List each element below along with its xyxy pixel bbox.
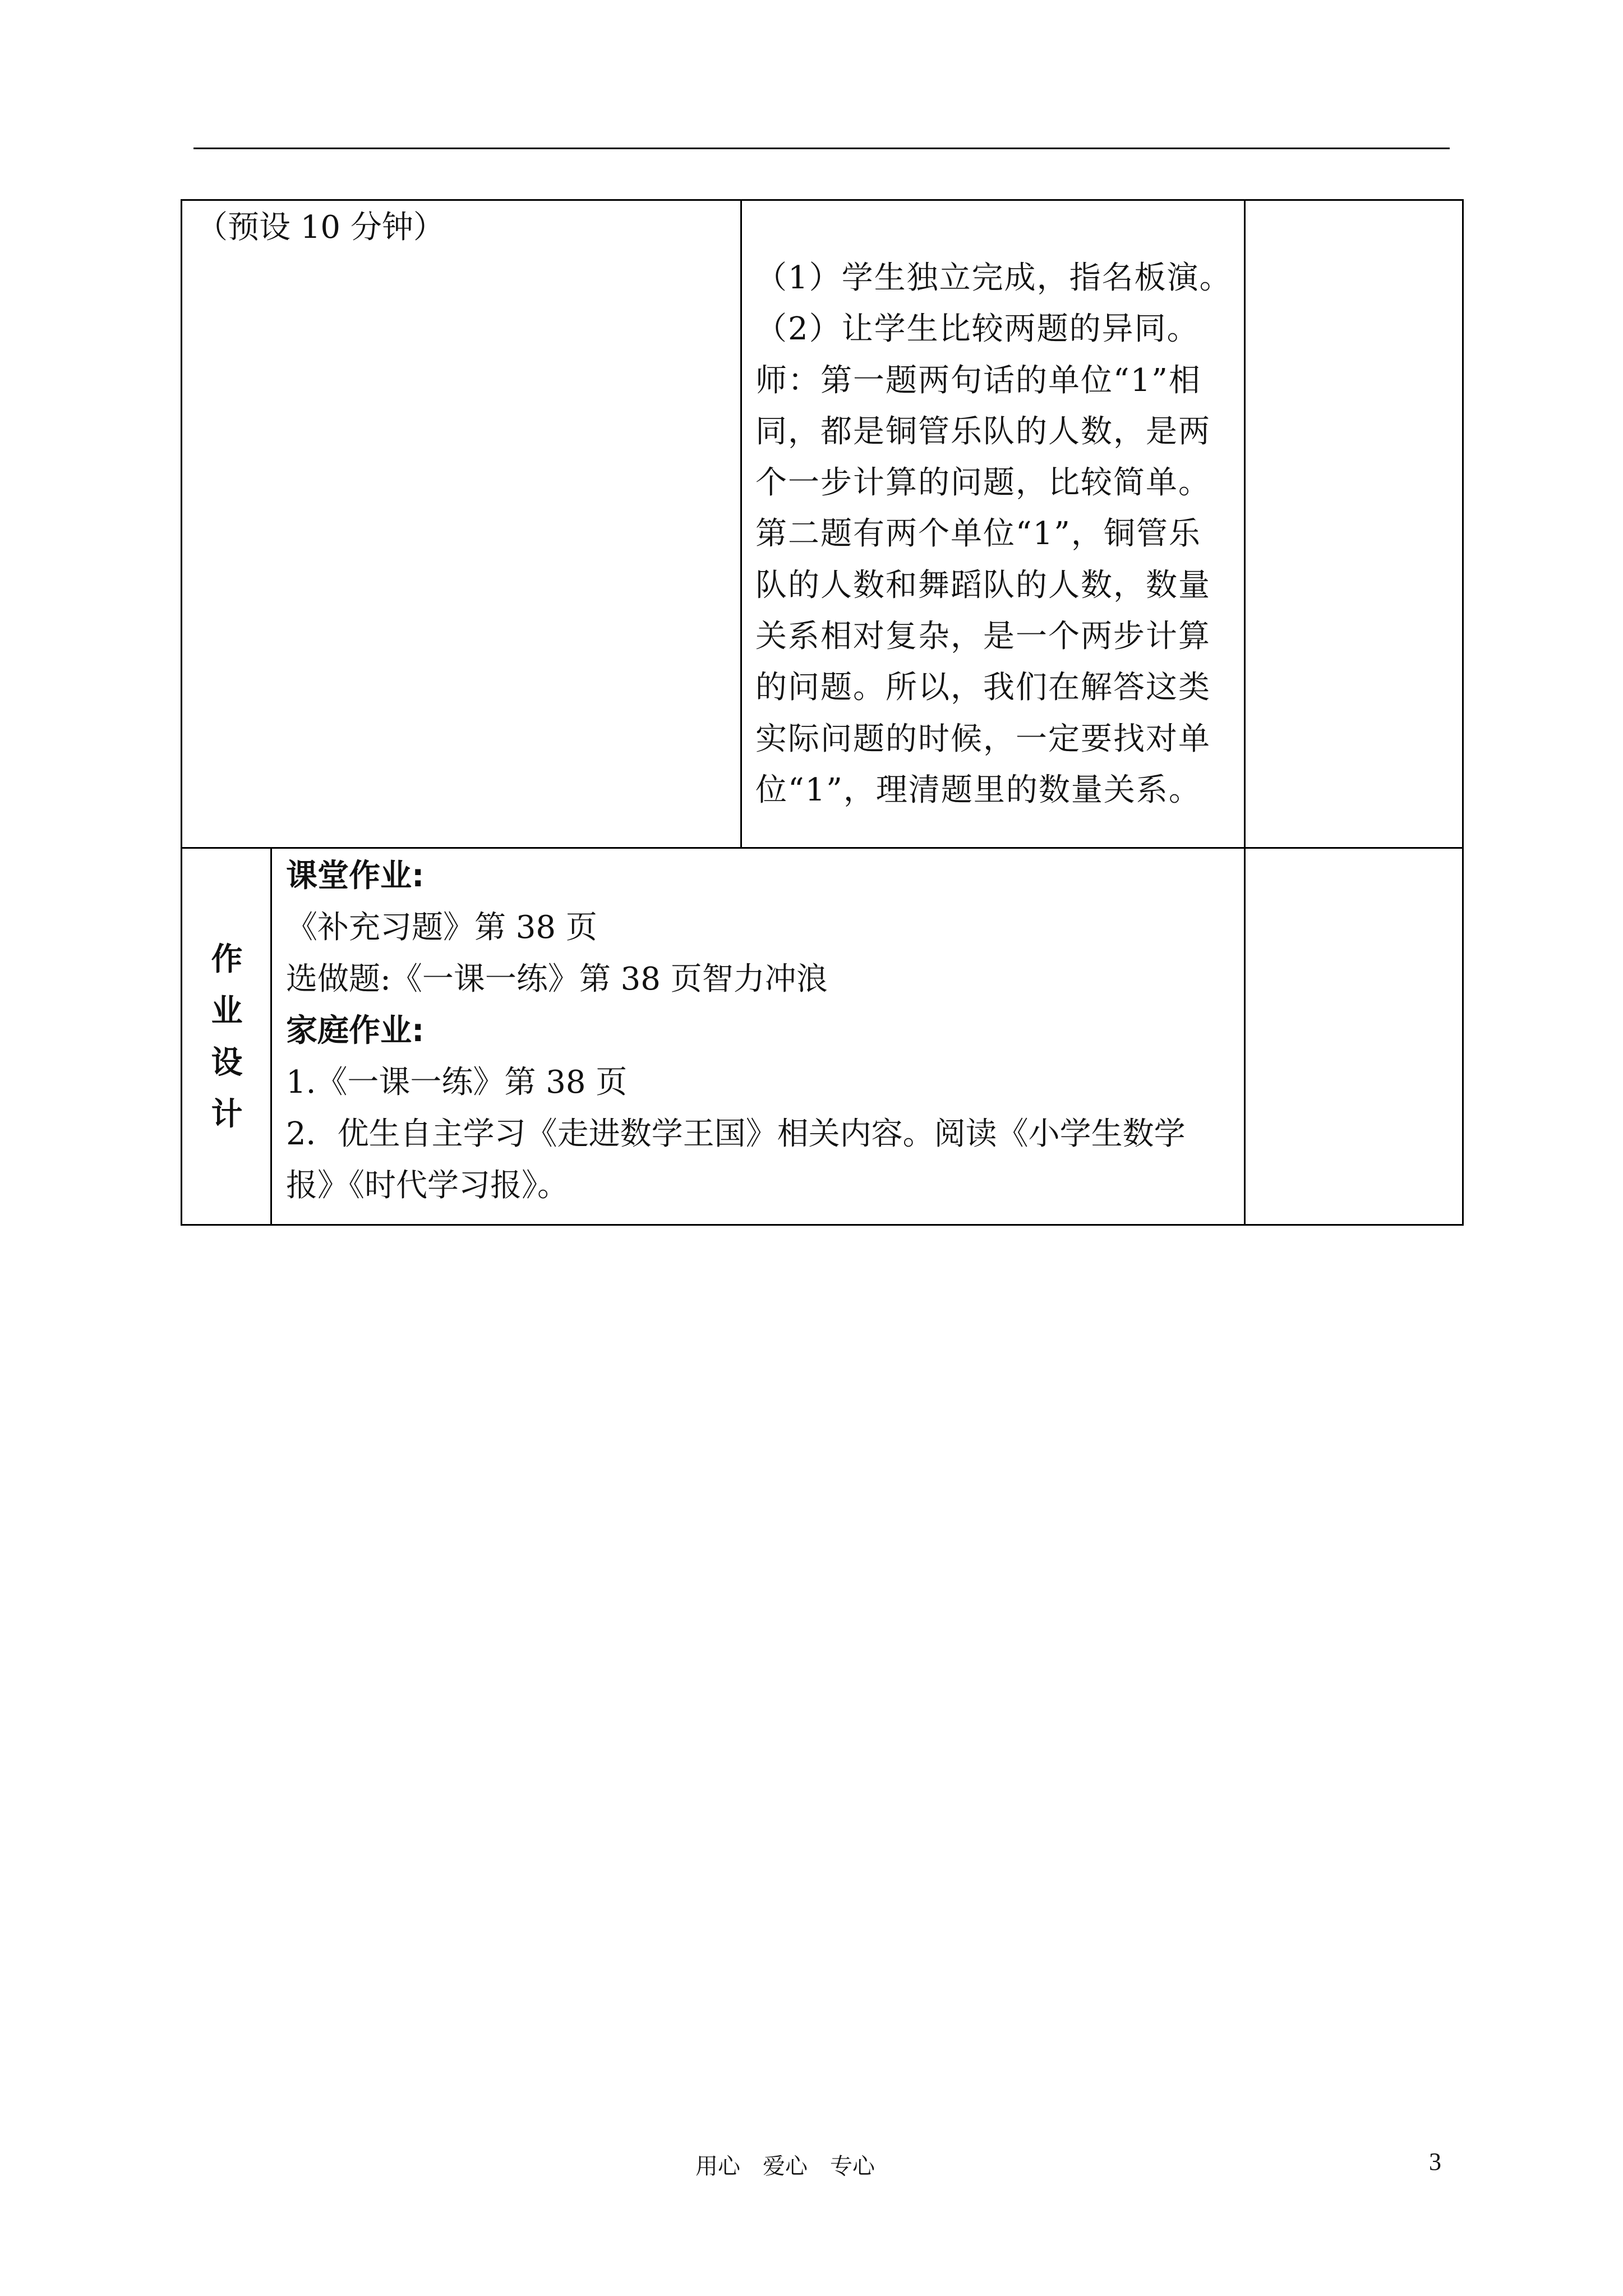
lesson-plan-table [181, 199, 1464, 1226]
preset-time: （预设 10 分钟） [196, 209, 445, 246]
home-homework-item: 报》《时代学习报》。 [286, 1167, 569, 1204]
label-char: 作 [211, 941, 243, 978]
label-char: 业 [211, 993, 243, 1029]
home-homework-heading: 家庭作业: [286, 1013, 425, 1049]
teaching-note-line: 同，都是铜管乐队的人数，是两 [755, 413, 1211, 450]
teaching-note-line: 关系相对复杂，是一个两步计算 [755, 618, 1211, 655]
class-homework-item: 选做题:《一课一练》第 38 页智力冲浪 [286, 961, 828, 997]
table-divider-middle [740, 201, 742, 849]
teaching-notes [755, 252, 1255, 816]
teaching-note-line: 实际问题的时候，一定要找对单 [755, 720, 1211, 757]
teaching-note-line: 第二题有两个单位“1”，铜管乐 [755, 516, 1201, 553]
class-homework-heading: 课堂作业: [286, 858, 425, 894]
homework-content [286, 850, 1186, 1212]
homework-design-label [182, 849, 271, 1226]
home-homework-item: 1.《一课一练》第 38 页 [286, 1064, 628, 1101]
teaching-note-line: 个一步计算的问题，比较简单。 [755, 464, 1211, 501]
teaching-note-line: 位“1”，理清题里的数量关系。 [755, 771, 1201, 808]
label-char: 设 [211, 1045, 243, 1081]
page-number: 3 [1429, 2148, 1441, 2175]
table-row-divider [182, 847, 1462, 849]
teaching-note-line: 师：第一题两句话的单位“1”相 [755, 362, 1201, 399]
label-char: 计 [211, 1096, 243, 1133]
teaching-note-line: 队的人数和舞蹈队的人数，数量 [755, 567, 1211, 604]
footer-motto: 用心 爱心 专心 [695, 2154, 875, 2179]
teaching-note-line: 的问题。所以，我们在解答这类 [755, 669, 1211, 706]
home-homework-item: 2．优生自主学习《走进数学王国》相关内容。阅读《小学生数学 [286, 1116, 1186, 1152]
class-homework-item: 《补充习题》第 38 页 [286, 909, 597, 946]
teaching-note-line: （1）学生独立完成，指名板演。 [755, 260, 1232, 296]
header-rule [193, 148, 1450, 149]
teaching-note-line: （2）让学生比较两题的异同。 [755, 311, 1200, 348]
